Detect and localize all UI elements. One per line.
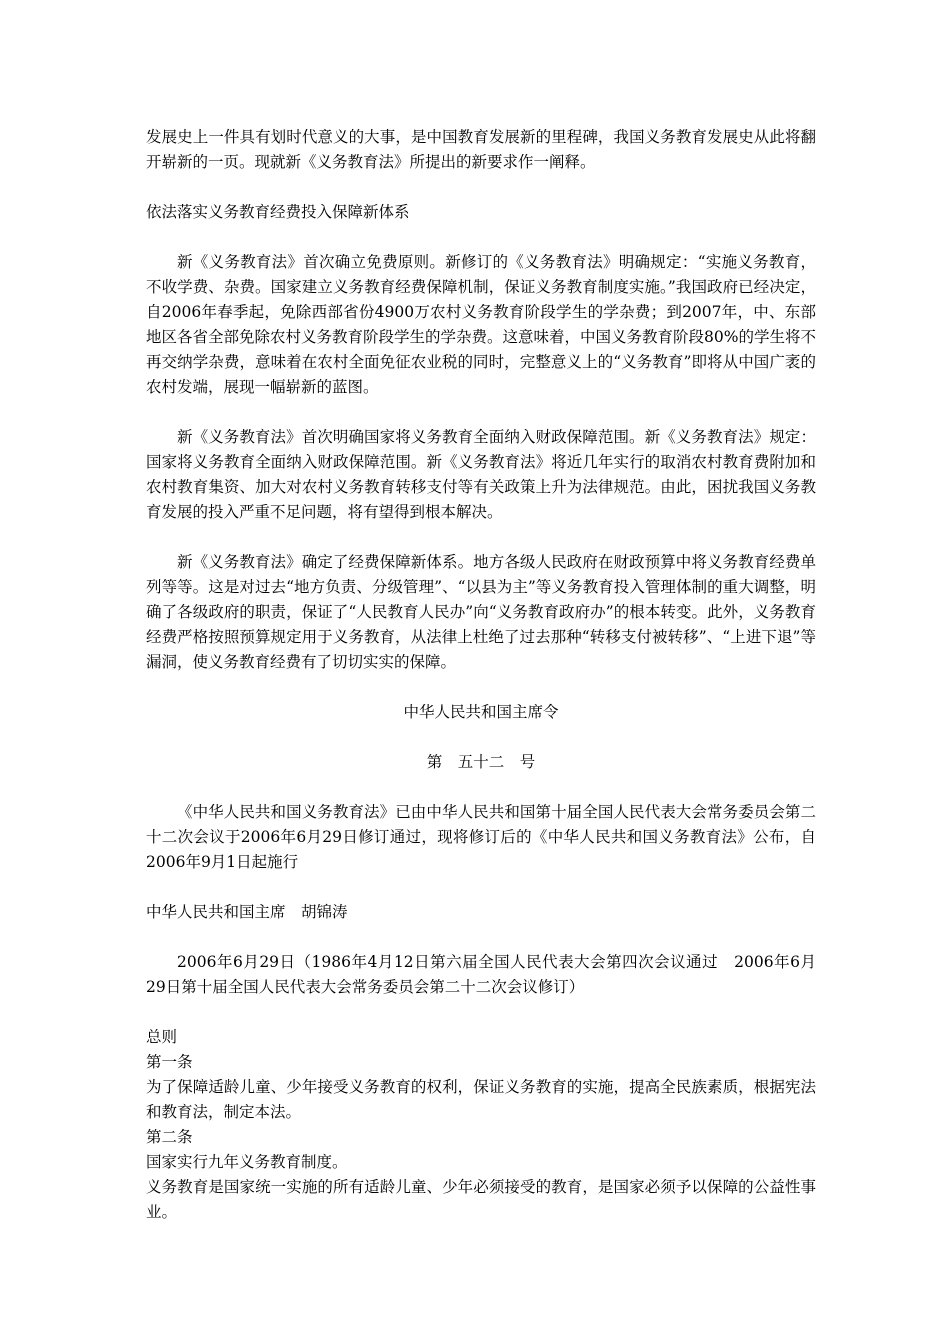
article-1-text: 为了保障适龄儿童、少年接受义务教育的权利，保证义务教育的实施，提高全民族素质，根据宪法和教育法，制定本法。 [146, 1078, 816, 1121]
document-page [146, 125, 816, 1225]
article-2-text: 义务教育是国家统一实施的所有适龄儿童、少年必须接受的教育，是国家必须予以保障的公益性事业。 [146, 1178, 816, 1221]
paragraph-free-education: 新《义务教育法》首次确立免费原则。新修订的《义务教育法》明确规定：“实施义务教育，不收学费、杂费。国家建立义务教育经费保障机制，保证义务教育制度实施。”我国政府已经决定，自2006年春季起，免除西部省份4900万农村义务教育阶段学生的学杂费；到2007年，中、东部地区各省全部免除农村义务教育阶段学生的学杂费。这意味着，中国义务教育阶段80%的学生将不再交纳学杂费，意味着在农村全面免征农业税的同时，完整意义上的“义务教育”即将从中国广袤的农村发端，展现一幅崭新的蓝图。 [146, 253, 816, 396]
paragraph-fiscal-guarantee: 新《义务教育法》首次明确国家将义务教育全面纳入财政保障范围。新《义务教育法》规定：国家将义务教育全面纳入财政保障范围。新《义务教育法》将近几年实行的取消农村教育费附加和农村教育集资、加大对农村义务教育转移支付等有关政策上升为法律规范。由此，困扰我国义务教育发展的投入严重不足问题，将有望得到根本解决。 [146, 428, 816, 521]
article-1-title: 第一条 [146, 1053, 193, 1071]
order-number: 第 五十二 号 [426, 753, 536, 771]
article-2-title: 第二条 [146, 1128, 193, 1146]
date-note: 2006年6月29日（1986年4月12日第六届全国人民代表大会第四次会议通过 2006年6月29日第十届全国人民代表大会常务委员会第二十二次会议修订） [146, 953, 816, 996]
intro-paragraph: 发展史上一件具有划时代意义的大事，是中国教育发展新的里程碑，我国义务教育发展史从此将翻开崭新的一页。现就新《义务教育法》所提出的新要求作一阐释。 [146, 128, 816, 171]
announcement-paragraph: 《中华人民共和国义务教育法》已由中华人民共和国第十届全国人民代表大会常务委员会第二十二次会议于2006年6月29日修订通过，现将修订后的《中华人民共和国义务教育法》公布，自2006年9月1日起施行 [146, 803, 816, 871]
article-2-text: 国家实行九年义务教育制度。 [146, 1153, 348, 1171]
order-title: 中华人民共和国主席令 [403, 703, 559, 721]
chapter-heading: 总则 [146, 1028, 178, 1046]
signature-line: 中华人民共和国主席 胡锦涛 [146, 903, 348, 921]
paragraph-funding-system: 新《义务教育法》确定了经费保障新体系。地方各级人民政府在财政预算中将义务教育经费单列等等。这是对过去“地方负责、分级管理”、“以县为主”等义务教育投入管理体制的重大调整，明确了各级政府的职责，保证了“人民教育人民办”向“义务教育政府办”的根本转变。此外，义务教育经费严格按照预算规定用于义务教育，从法律上杜绝了过去那种“转移支付被转移”、“上进下退”等漏洞，使义务教育经费有了切切实实的保障。 [146, 553, 816, 671]
section-heading: 依法落实义务教育经费投入保障新体系 [146, 203, 410, 221]
